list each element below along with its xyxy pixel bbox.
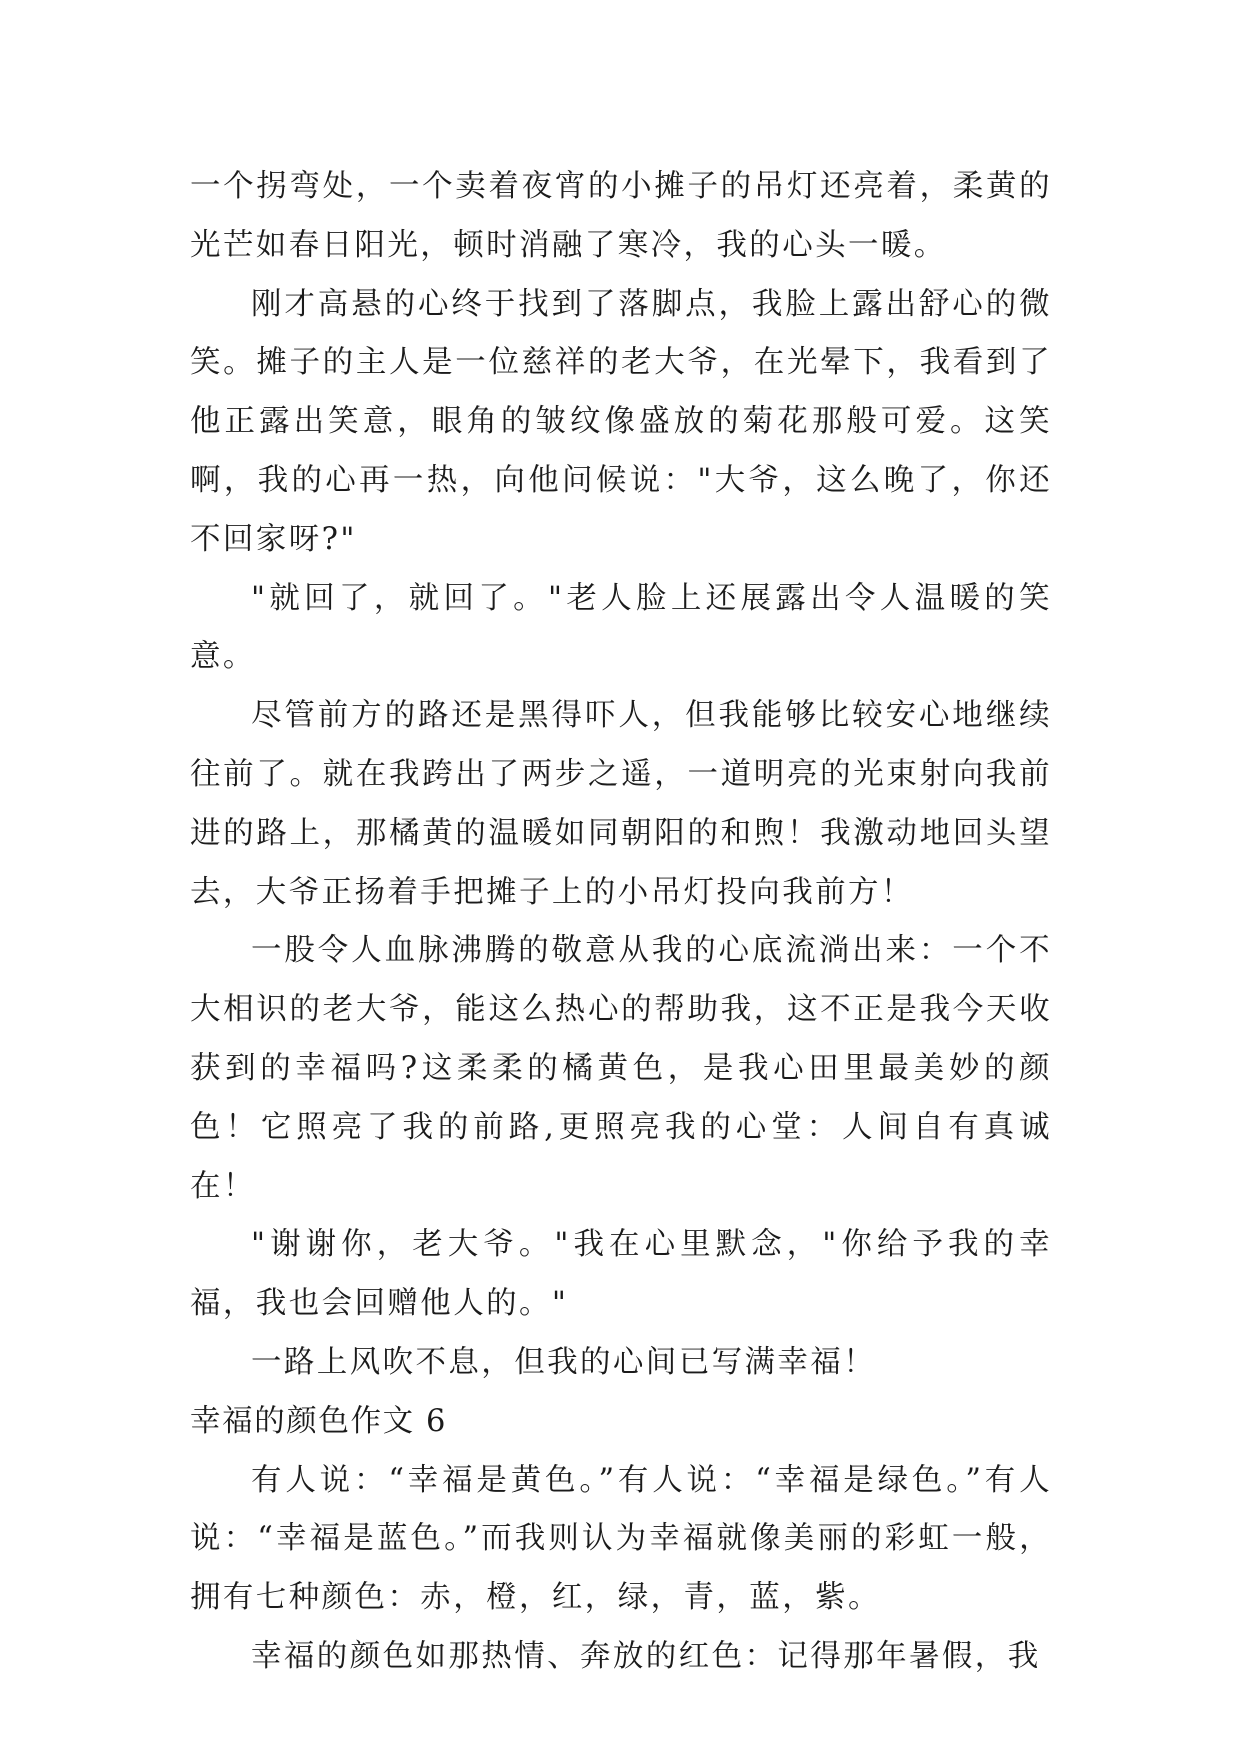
paragraph: 有人说：“幸福是黄色。”有人说：“幸福是绿色。”有人说：“幸福是蓝色。”而我则认为幸福就像美丽的彩虹一般，拥有七种颜色：赤，橙，红，绿，青，蓝，紫。 bbox=[190, 1462, 1052, 1616]
document-body bbox=[190, 158, 1052, 1687]
section-heading: 幸福的颜色作文 6 bbox=[190, 1403, 447, 1439]
paragraph: 一股令人血脉沸腾的敬意从我的心底流淌出来：一个不大相识的老大爷，能这么热心的帮助我，这不正是我今天收获到的幸福吗?这柔柔的橘黄色，是我心田里最美妙的颜色！它照亮了我的前路,更照亮我的心堂：人间自有真诚在！ bbox=[190, 933, 1052, 1204]
paragraph: "就回了，就回了。"老人脸上还展露出令人温暖的笑意。 bbox=[190, 580, 1052, 675]
paragraph: 幸福的颜色如那热情、奔放的红色：记得那年暑假，我 bbox=[251, 1638, 1041, 1674]
paragraph: 刚才高悬的心终于找到了落脚点，我脸上露出舒心的微笑。摊子的主人是一位慈祥的老大爷，在光晕下，我看到了他正露出笑意，眼角的皱纹像盛放的菊花那般可爱。这笑啊，我的心再一热，向他问候说："大爷，这么晚了，你还不回家呀?" bbox=[190, 286, 1052, 557]
paragraph: 一路上风吹不息，但我的心间已写满幸福！ bbox=[251, 1344, 877, 1380]
paragraph-continued: 一个拐弯处，一个卖着夜宵的小摊子的吊灯还亮着，柔黄的光芒如春日阳光，顿时消融了寒冷，我的心头一暖。 bbox=[190, 169, 1052, 263]
paragraph: "谢谢你，老大爷。"我在心里默念，"你给予我的幸福，我也会回赠他人的。" bbox=[190, 1227, 1052, 1322]
paragraph: 尽管前方的路还是黑得吓人，但我能够比较安心地继续往前了。就在我跨出了两步之遥，一道明亮的光束射向我前进的路上，那橘黄的温暖如同朝阳的和煦！我激动地回头望去，大爷正扬着手把摊子上的小吊灯投向我前方！ bbox=[190, 698, 1052, 910]
